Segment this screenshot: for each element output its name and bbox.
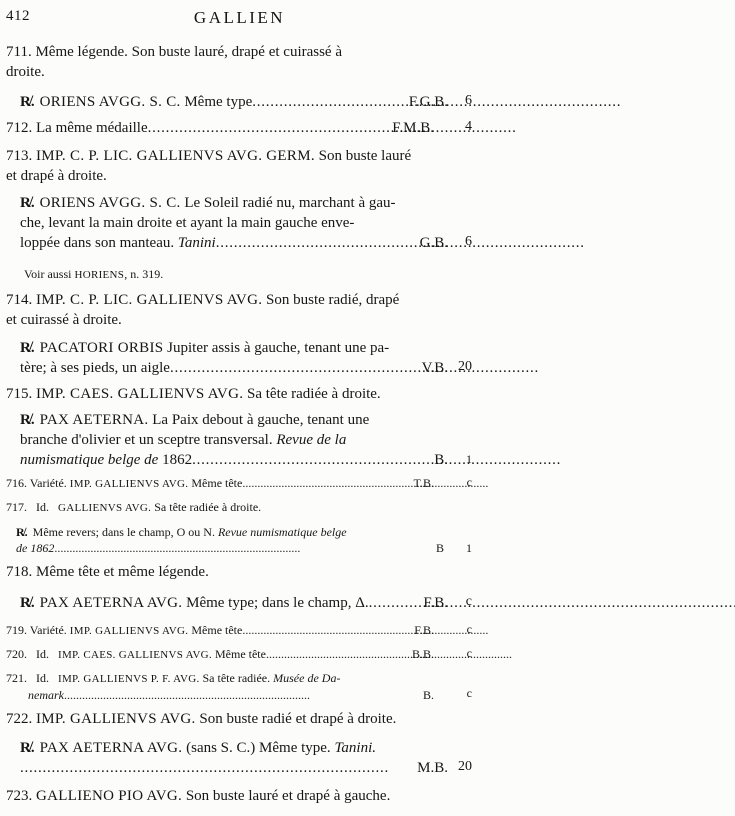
reverse-description-cont: che, levant la main droite et ayant la main gauche enve- bbox=[20, 215, 355, 231]
rarity-value: 1 bbox=[466, 452, 472, 466]
module-size: M.B. bbox=[417, 760, 448, 776]
reverse-description: Même type; dans le champ, Δ. bbox=[186, 595, 369, 611]
entry-text: Même tête et même légende. bbox=[36, 564, 209, 580]
module-size: F.B. bbox=[423, 595, 448, 611]
rarity-value: c bbox=[466, 646, 472, 660]
variety-label: Variété. bbox=[29, 476, 67, 490]
entry-number: 719. bbox=[6, 623, 27, 637]
dot-leader bbox=[369, 593, 422, 613]
entry-text: Sa tête radiée à droite. bbox=[154, 500, 262, 514]
entry-text: Même tête bbox=[214, 647, 266, 661]
reverse-mark: R̸. bbox=[20, 412, 35, 428]
publication-reference-cont: de bbox=[16, 541, 28, 555]
entry-number: 718. bbox=[6, 564, 33, 580]
running-title: GALLIEN bbox=[193, 8, 286, 27]
entry-721 bbox=[6, 670, 434, 703]
reverse-entry bbox=[6, 338, 448, 378]
entry-number: 714. bbox=[6, 292, 33, 308]
entry-text: Son buste lauré et drapé à gauche. bbox=[185, 788, 391, 804]
dot-leader bbox=[148, 118, 391, 138]
author-reference: Tanini bbox=[177, 235, 216, 251]
module-size: F.M.B. bbox=[392, 120, 434, 136]
dot-leader bbox=[192, 450, 432, 470]
obverse-legend: GALLIENVS AVG. bbox=[58, 502, 152, 514]
dot-leader bbox=[242, 622, 412, 638]
reverse-legend: PAX AETERNA AVG. bbox=[39, 740, 183, 756]
reverse-entry bbox=[6, 738, 448, 778]
entry-text: Son buste radié, drapé bbox=[266, 292, 400, 308]
module-size: B. bbox=[422, 688, 434, 702]
page-number: 412 bbox=[6, 8, 30, 24]
reverse-description-cont: branche d'olivier et un sceptre transversal. bbox=[20, 432, 273, 448]
reverse-legend: ORIENS AVGG. S. C. bbox=[39, 94, 181, 110]
entry-text: Sa tête radiée. bbox=[202, 671, 271, 685]
module-size: B.B. bbox=[411, 647, 434, 661]
entry-text: Son buste lauré bbox=[318, 148, 412, 164]
entry-number: 720. bbox=[6, 647, 27, 661]
dot-leader bbox=[170, 358, 420, 378]
reverse-mark: R̸. bbox=[16, 525, 28, 539]
entry-number: 712. bbox=[6, 120, 33, 136]
publication-year: 1862 bbox=[30, 541, 55, 555]
module-size: B bbox=[435, 541, 444, 555]
module-size: F.B. bbox=[414, 623, 434, 637]
entry-text: Même tête bbox=[191, 476, 243, 490]
reverse-entry bbox=[6, 410, 448, 470]
obverse-legend: IMP. C. P. LIC. GALLIENVS AVG. bbox=[36, 292, 263, 308]
author-reference: Tanini. bbox=[334, 740, 376, 756]
publication-year: 1862 bbox=[162, 452, 193, 468]
rarity-value: c bbox=[465, 594, 472, 609]
entry-719 bbox=[6, 622, 434, 639]
entry-713 bbox=[6, 146, 434, 186]
rarity-value: 4 bbox=[465, 119, 472, 134]
reverse-mark: R̸. bbox=[20, 595, 35, 611]
reverse-description: La Paix debout à gauche, tenant une bbox=[152, 412, 370, 428]
module-size: F.G.B. bbox=[408, 94, 448, 110]
entry-714 bbox=[6, 290, 434, 330]
entry-717 bbox=[6, 499, 434, 516]
reverse-description: Jupiter assis à gauche, tenant une pa- bbox=[167, 340, 390, 356]
variety-label: Id. bbox=[36, 671, 49, 685]
dot-leader bbox=[242, 475, 411, 491]
module-size: B. bbox=[434, 452, 448, 468]
note-text: Voir aussi bbox=[24, 267, 72, 281]
entry-text: La même médaille bbox=[36, 120, 148, 136]
reverse-legend: PACATORI ORBIS bbox=[39, 340, 164, 356]
obverse-legend: IMP. GALLIENVS AVG. bbox=[69, 625, 189, 637]
obverse-legend: IMP. CAES. GALLIENVS AVG. bbox=[58, 649, 212, 661]
entry-715 bbox=[6, 384, 434, 404]
reverse-entry bbox=[6, 92, 448, 112]
note-legend: HORIENS bbox=[74, 269, 125, 281]
entry-number: 723. bbox=[6, 788, 33, 804]
obverse-legend: IMP. C. P. LIC. GALLIENVS AVG. GERM. bbox=[36, 148, 315, 164]
obverse-legend: IMP. CAES. GALLIENVS AVG. bbox=[36, 386, 244, 402]
variety-label: Variété. bbox=[29, 623, 67, 637]
reverse-mark: R̸. bbox=[20, 740, 35, 756]
dot-leader bbox=[252, 92, 407, 112]
entry-716 bbox=[6, 475, 434, 492]
publication-reference-cont: numismatique belge de bbox=[20, 452, 159, 468]
reverse-description: Le Soleil radié nu, marchant à gau- bbox=[184, 195, 396, 211]
reverse-entry bbox=[6, 524, 444, 556]
entry-712 bbox=[6, 118, 434, 138]
entry-723 bbox=[6, 786, 434, 806]
entry-text: Même tête bbox=[191, 623, 243, 637]
reverse-legend: PAX AETERNA. bbox=[39, 412, 149, 428]
see-also-note bbox=[6, 266, 452, 283]
rarity-value: c bbox=[466, 622, 472, 636]
entry-text-cont: et cuirassé à droite. bbox=[6, 312, 122, 328]
entry-text: Son buste radié et drapé à droite. bbox=[199, 711, 397, 727]
reverse-description-cont: tère; à ses pieds, un aigle bbox=[20, 360, 170, 376]
reverse-legend: ORIENS AVGG. S. C. bbox=[39, 195, 181, 211]
reverse-description-cont: loppée dans son manteau. bbox=[20, 235, 175, 251]
reverse-description: (sans S. C.) Même type. bbox=[186, 740, 331, 756]
variety-label: Id. bbox=[36, 647, 49, 661]
publication-reference: Musée de Da- bbox=[273, 671, 341, 685]
dot-leader bbox=[216, 233, 418, 253]
entry-number: 716. bbox=[6, 476, 27, 490]
entry-text: Sa tête radiée à droite. bbox=[247, 386, 381, 402]
reverse-description: Même revers; dans le champ, O ou N. bbox=[32, 525, 215, 539]
reverse-entry bbox=[6, 593, 448, 613]
entry-711 bbox=[6, 42, 434, 82]
variety-label: Id. bbox=[36, 500, 49, 514]
entry-number: 721. bbox=[6, 671, 27, 685]
entry-720 bbox=[6, 646, 434, 663]
entry-text-cont: droite. bbox=[6, 64, 45, 80]
dot-leader bbox=[266, 646, 410, 662]
entry-722 bbox=[6, 709, 434, 729]
entry-718 bbox=[6, 562, 434, 582]
reverse-entry bbox=[6, 193, 448, 253]
entry-number: 717. bbox=[6, 500, 27, 514]
rarity-value: c bbox=[466, 475, 472, 489]
entry-number: 722. bbox=[6, 711, 33, 727]
dot-leader bbox=[20, 758, 415, 778]
reverse-legend: PAX AETERNA AVG. bbox=[39, 595, 183, 611]
rarity-value: 6 bbox=[465, 93, 472, 108]
entry-text: Même légende. Son buste lauré, drapé et cuirassé à bbox=[35, 44, 343, 60]
rarity-value: c bbox=[466, 686, 472, 700]
note-reference: , n. 319. bbox=[124, 267, 164, 281]
page-header bbox=[0, 8, 479, 30]
rarity-value: 1 bbox=[466, 541, 472, 555]
module-size: V.B. bbox=[421, 360, 448, 376]
dot-leader bbox=[54, 540, 434, 556]
rarity-value: 6 bbox=[465, 234, 472, 249]
obverse-legend: IMP. GALLIENVS AVG. bbox=[36, 711, 196, 727]
dot-leader bbox=[64, 687, 421, 703]
entry-number: 711. bbox=[6, 44, 32, 60]
reverse-mark: R̸. bbox=[20, 195, 35, 211]
publication-reference: Revue de la bbox=[276, 432, 347, 448]
publication-reference-cont: nemark bbox=[28, 688, 64, 702]
reverse-mark: R̸. bbox=[20, 340, 35, 356]
entry-number: 713. bbox=[6, 148, 33, 164]
obverse-legend: IMP. GALLIENVS P. F. AVG. bbox=[58, 673, 200, 685]
publication-reference: Revue numismatique belge bbox=[217, 525, 347, 539]
rarity-value: 20 bbox=[458, 759, 472, 774]
obverse-legend: IMP. GALLIENVS AVG. bbox=[69, 478, 189, 490]
module-size: T.B. bbox=[413, 476, 434, 490]
module-size: G.B. bbox=[419, 235, 448, 251]
obverse-legend: GALLIENO PIO AVG. bbox=[36, 788, 183, 804]
entry-text-cont: et drapé à droite. bbox=[6, 168, 107, 184]
reverse-mark: R̸. bbox=[20, 94, 35, 110]
entry-number: 715. bbox=[6, 386, 33, 402]
rarity-value: 20 bbox=[458, 359, 472, 374]
reverse-description: Même type bbox=[184, 94, 253, 110]
